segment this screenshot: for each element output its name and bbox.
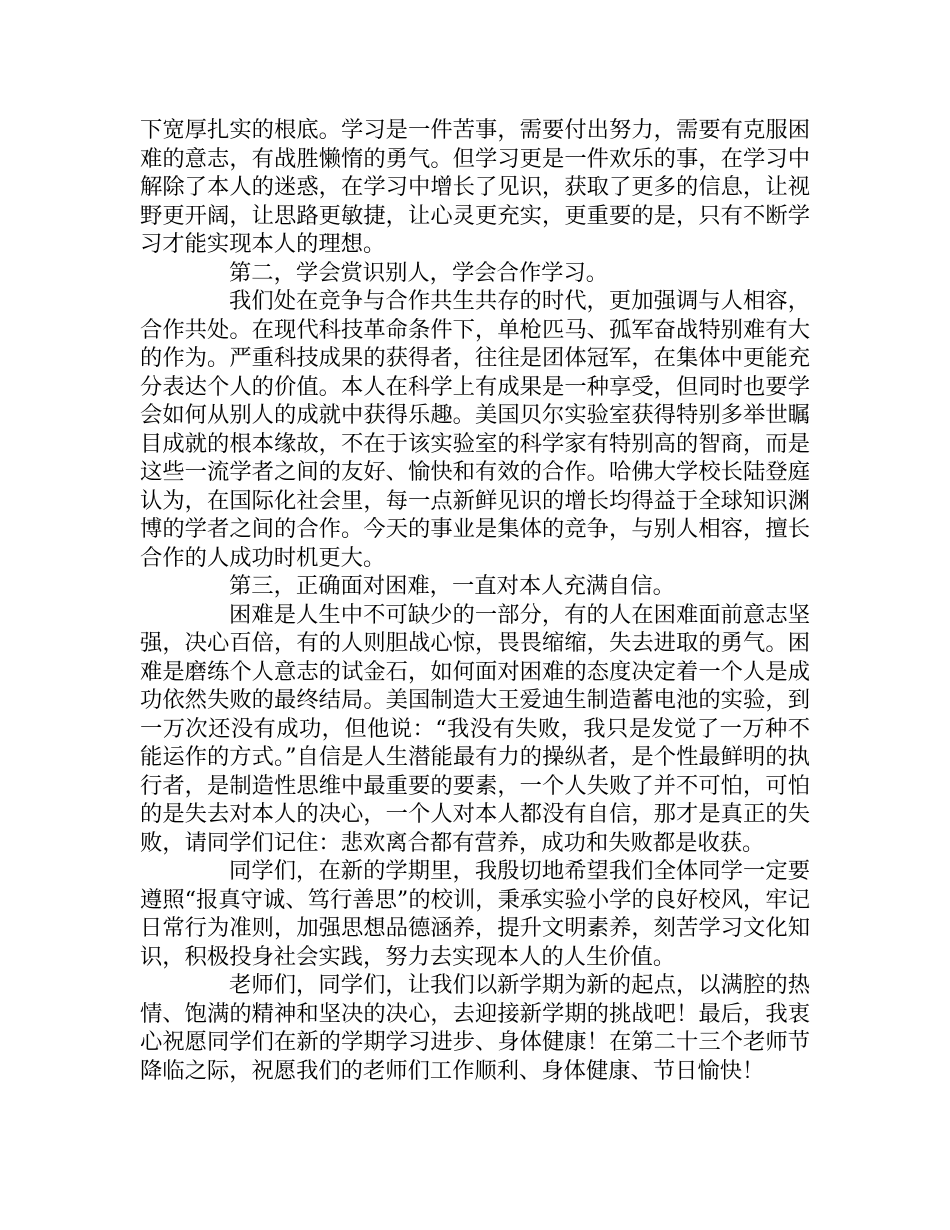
paragraph-closing: 老师们，同学们，让我们以新学期为新的起点，以满腔的热情、饱满的精神和坚决的决心，去迎接新学期的挑战吧！最后，我衷心祝愿同学们在新的学期学习进步、身体健康！在第二十三个老师节降临之际，祝愿我们的老师们工作顺利、身体健康、节日愉快！	[140, 972, 810, 1084]
paragraph-students: 同学们，在新的学期里，我殷切地希望我们全体同学一定要遵照“报真守诚、笃行善思”的校训，秉承实验小学的良好校风，牢记日常行为准则，加强思想品德涵养，提升文明素养，刻苦学习文化知识，积极投身社会实践，努力去实现本人的人生价值。	[140, 858, 810, 970]
heading-second-point: 第二，学会赏识别人，学会合作学习。	[229, 259, 609, 286]
paragraph-cooperation: 我们处在竞争与合作共生共存的时代，更加强调与人相容，合作共处。在现代科技革命条件下，单枪匹马、孤军奋战特别难有大的作为。严重科技成果的获得者，往往是团体冠军，在集体中更能充分表达个人的价值。本人在科学上有成果是一种享受，但同时也要学会如何从别人的成就中获得乐趣。美国贝尔实验室获得特别多举世瞩目成就的根本缘故，不在于该实验室的科学家有特别高的智商，而是这些一流学者之间的友好、愉快和有效的合作。哈佛大学校长陆登庭认为，在国际化社会里，每一点新鲜见识的增长均得益于全球知识渊博的学者之间的合作。今天的事业是集体的竞争，与别人相容，擅长合作的人成功时机更大。	[140, 288, 810, 571]
paragraph-difficulty: 困难是人生中不可缺少的一部分，有的人在困难面前意志坚强，决心百倍，有的人则胆战心惊，畏畏缩缩，失去进取的勇气。困难是磨练个人意志的试金石，如何面对困难的态度决定着一个人是成功依然失败的最终结局。美国制造大王爱迪生制造蓄电池的实验，到一万次还没有成功，但他说：“我没有失败，我只是发觉了一万种不能运作的方式。”自信是人生潜能最有力的操纵者，是个性最鲜明的执行者，是制造性思维中最重要的要素，一个人失败了并不可怕，可怕的是失去对本人的决心，一个人对本人都没有自信，那才是真正的失败，请同学们记住：悲欢离合都有营养，成功和失败都是收获。	[140, 601, 810, 856]
paragraph-continuation: 下宽厚扎实的根底。学习是一件苦事，需要付出努力，需要有克服困难的意志，有战胜懒惰的勇气。但学习更是一件欢乐的事，在学习中解除了本人的迷惑，在学习中增长了见识，获取了更多的信息，让视野更开阔，让思路更敏捷，让心灵更充实，更重要的是，只有不断学习才能实现本人的理想。	[140, 117, 810, 257]
document-body	[140, 116, 810, 1085]
heading-third-point: 第三，正确面对困难，一直对本人充满自信。	[229, 573, 675, 599]
